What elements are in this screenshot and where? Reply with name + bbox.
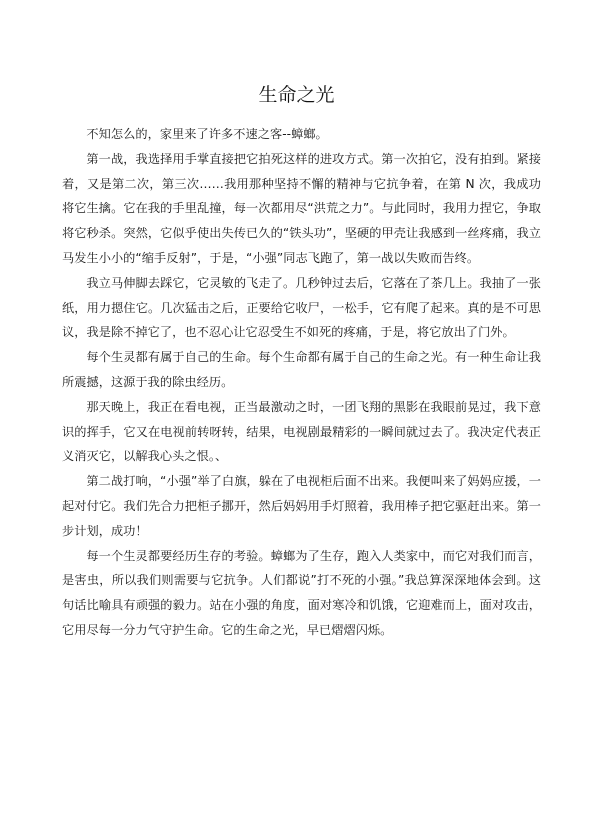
paragraph-6: 第二战打响，“小强”举了白旗，躲在了电视柜后面不出来。我便叫来了妈妈应援，一起对付它。我们先合力把柜子挪开，然后妈妈用手灯照着，我用棒子把它驱赶出来。第一步计划，成功！ xyxy=(62,474,541,538)
document-title: 生命之光 xyxy=(258,84,335,106)
paragraph-5: 那天晚上，我正在看电视，正当最激动之时，一团飞翔的黑影在我眼前晃过，我下意识的挥手，它又在电视前转呀转，结果，电视剧最精彩的一瞬间就过去了。我决定代表正义消灭它，以解我心头之恨。、 xyxy=(62,399,541,464)
paragraph-3: 我立马伸脚去踩它，它灵敏的飞走了。几秒钟过去后，它落在了茶几上。我抽了一张纸，用力摁住它。几次猛击之后，正要给它收尸，一松手，它有爬了起来。真的是不可思议，我是除不掉它了，也不忍心让它忍受生不如死的疼痛，于是，将它放出了门外。 xyxy=(62,275,541,340)
paragraph-2: 第一战，我选择用手掌直接把它拍死这样的进攻方式。第一次拍它，没有拍到。紧接着，又是第二次，第三次……我用那种坚持不懈的精神与它抗争着，在第 N 次，我成功将它生擒。它在我的手里乱撞，每一次都用尽“洪荒之力”。与此同时，我用力捏它，争取将它秒杀。突然，它似乎使出失传已久的“铁头功”，坚硬的甲壳让我感到一丝疼痛，我立马发生小小的“缩手反射”，于是，“小强”同志飞跑了，第一战以失败而告终。 xyxy=(62,151,541,265)
paragraph-4: 每个生灵都有属于自己的生命。每个生命都有属于自己的生命之光。有一种生命让我所震撼，这源于我的除虫经历。 xyxy=(62,350,541,389)
paragraph-1: 不知怎么的，家里来了许多不速之客--蟑螂。 xyxy=(86,127,328,141)
paragraph-7: 每一个生灵都要经历生存的考验。蟑螂为了生存，跑入人类家中，而它对我们而言，是害虫，所以我们则需要与它抗争。人们都说”打不死的小强。”我总算深深地体会到。这句话比喻具有顽强的毅力。站在小强的角度，面对寒冷和饥饿，它迎难而上，面对攻击，它用尽每一分力气守护生命。它的生命之光，早已熠熠闪烁。 xyxy=(62,548,541,637)
document-body xyxy=(62,122,541,643)
